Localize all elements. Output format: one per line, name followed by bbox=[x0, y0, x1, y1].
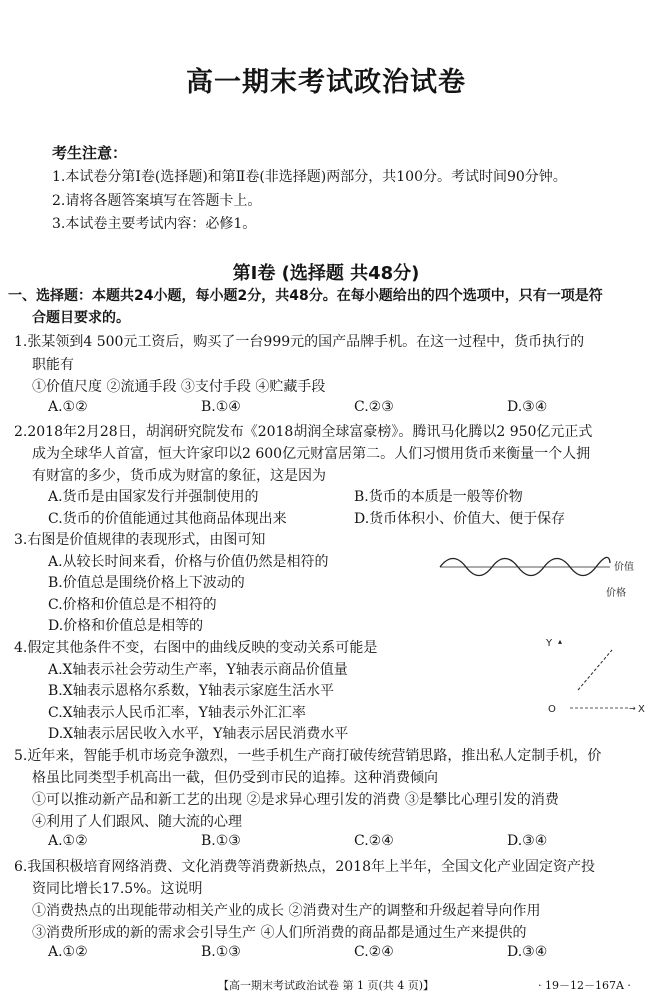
xy-figure bbox=[540, 630, 645, 725]
option-c: C.货币的价值能通过其他商品体现出来 bbox=[48, 511, 287, 527]
origin-label: O bbox=[548, 704, 556, 715]
axis-x-label: X bbox=[638, 704, 645, 715]
question-stem: 有财富的多少，货币成为财富的象征，这是因为 bbox=[32, 468, 326, 484]
option-d: D.货币体积小、价值大、便于保存 bbox=[354, 511, 566, 527]
section-instruction-cont: 合题目要求的。 bbox=[32, 310, 130, 326]
option-d: D.③④ bbox=[507, 833, 548, 849]
option-a: A.①② bbox=[48, 399, 88, 415]
question-stem: 3.右图是价值规律的表现形式，由图可知 bbox=[14, 532, 266, 548]
option-c: C.②④ bbox=[354, 944, 394, 960]
notice-heading: 考生注意： bbox=[52, 144, 128, 162]
section-instruction: 一、选择题：本题共24小题，每小题2分，共48分。在每小题给出的四个选项中，只有一项是符 bbox=[8, 288, 603, 304]
question-stem: 成为全球华人首富，恒大许家印以2 600亿元财富居第二。人们习惯用货币来衡量一个人拥 bbox=[32, 446, 591, 462]
y-arrow-icon: ▴ bbox=[558, 637, 563, 646]
axis-y-label: Y bbox=[546, 638, 553, 649]
option-a: A.①② bbox=[48, 944, 88, 960]
option-a: A.货币是由国家发行并强制使用的 bbox=[48, 489, 259, 505]
question-stem: 职能有 bbox=[32, 357, 74, 373]
question-sub-items: ①消费热点的出现能带动相关产业的成长 ②消费对生产的调整和升级起着导向作用 bbox=[32, 903, 541, 919]
option-b: B.价值总是围绕价格上下波动的 bbox=[48, 575, 245, 591]
value-label: 价值 bbox=[614, 562, 634, 573]
paper-code: · 19－12－167A · bbox=[538, 979, 631, 992]
option-c: C.X轴表示人民币汇率，Y轴表示外汇汇率 bbox=[48, 705, 306, 721]
question-sub-items: ①价值尺度 ②流通手段 ③支付手段 ④贮藏手段 bbox=[32, 379, 326, 395]
option-b: B.①④ bbox=[201, 399, 241, 415]
option-b: B.X轴表示恩格尔系数，Y轴表示家庭生活水平 bbox=[48, 683, 334, 699]
option-c: C.价格和价值总是不相符的 bbox=[48, 597, 217, 613]
x-arrow-icon: → bbox=[629, 704, 636, 713]
option-d: D.X轴表示居民收入水平，Y轴表示居民消费水平 bbox=[48, 726, 349, 742]
option-c: C.②④ bbox=[354, 833, 394, 849]
question-sub-items: ①可以推动新产品和新工艺的出现 ②是求异心理引发的消费 ③是攀比心理引发的消费 bbox=[32, 792, 559, 808]
option-a: A.①② bbox=[48, 833, 88, 849]
price-curve bbox=[440, 557, 610, 575]
question-stem: 5.近年来，智能手机市场竞争激烈，一些手机生产商打破传统营销思路，推出私人定制手机，价 bbox=[14, 748, 602, 764]
curve-line bbox=[578, 650, 612, 690]
option-a: A.X轴表示社会劳动生产率，Y轴表示商品价值量 bbox=[48, 662, 348, 678]
option-d: D.③④ bbox=[507, 944, 548, 960]
option-c: C.②③ bbox=[354, 399, 394, 415]
option-b: B.①③ bbox=[201, 833, 241, 849]
section-title: 第Ⅰ卷 (选择题 共48分) bbox=[232, 263, 420, 284]
option-d: D.价格和价值总是相等的 bbox=[48, 618, 204, 634]
question-stem: 1.张某领到4 500元工资后，购买了一台999元的国产品牌手机。在这一过程中，货币执行的 bbox=[14, 334, 585, 350]
question-stem: 资同比增长17.5%。这说明 bbox=[32, 881, 203, 897]
option-a: A.从较长时间来看，价格与价值仍然是相符的 bbox=[48, 554, 329, 570]
price-label: 价格 bbox=[606, 588, 626, 599]
option-d: D.③④ bbox=[507, 399, 548, 415]
page-footer: 【高一期末考试政治试卷 第 1 页(共 4 页)】 bbox=[217, 979, 435, 992]
notice-item-1: 1.本试卷分第Ⅰ卷(选择题)和第Ⅱ卷(非选择题)两部分，共100分。考试时间90分钟。 bbox=[52, 169, 567, 185]
value-law-figure bbox=[430, 545, 645, 605]
question-sub-items: ③消费所形成的新的需求会引导生产 ④人们所消费的商品都是通过生产来提供的 bbox=[32, 925, 527, 941]
notice-item-3: 3.本试卷主要考试内容：必修1。 bbox=[52, 216, 257, 232]
question-sub-items: ④利用了人们跟风、随大流的心理 bbox=[32, 814, 242, 830]
option-b: B.①③ bbox=[201, 944, 241, 960]
question-stem: 4.假定其他条件不变，右图中的曲线反映的变动关系可能是 bbox=[14, 640, 378, 656]
question-stem: 格虽比同类型手机高出一截，但仍受到市民的追捧。这种消费倾向 bbox=[32, 770, 438, 786]
question-stem: 6.我国积极培育网络消费、文化消费等消费新热点，2018年上半年，全国文化产业固定资产投 bbox=[14, 859, 595, 875]
notice-item-2: 2.请将各题答案填写在答题卡上。 bbox=[52, 193, 262, 209]
question-stem: 2.2018年2月28日，胡润研究院发布《2018胡润全球富豪榜》。腾讯马化腾以2 950亿元正式 bbox=[14, 424, 593, 440]
page-title: 高一期末考试政治试卷 bbox=[186, 67, 466, 98]
option-b: B.货币的本质是一般等价物 bbox=[354, 489, 523, 505]
